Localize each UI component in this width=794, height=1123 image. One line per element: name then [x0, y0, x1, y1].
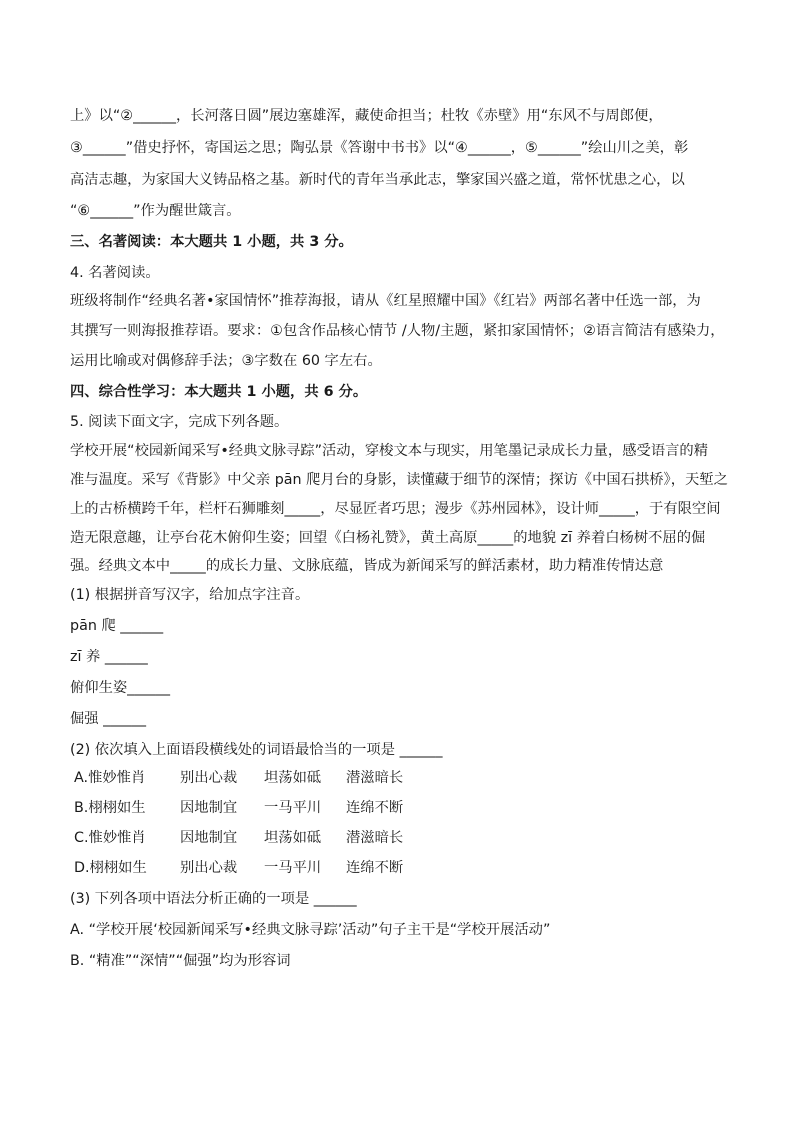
- sub3-title: (3) 下列各项中语法分析正确的一项是 ______: [70, 891, 357, 907]
- section4-heading: 四、综合性学习：本大题共 1 小题，共 6 分。: [70, 384, 368, 400]
- section3-heading: 三、名著阅读：本大题共 1 小题，共 3 分。: [70, 234, 353, 250]
- q5-passage-line-3: 上的古桥横跨千年，栏杆石狮雕刻_____，尽显匠者巧思；漫步《苏州园林》，设计师_____，于有限空间: [70, 501, 721, 517]
- sub1-item-pan: pān 爬 ______: [70, 618, 164, 634]
- sub2-option-b: B.栩栩如生 因地制宜 一马平川 连绵不断: [74, 800, 404, 816]
- q4-body-line-2: 其撰写一则海报推荐语。要求：①包含作品核心情节 /人物/主题，紧扣家国情怀；②语言简洁有感染力，: [70, 323, 725, 339]
- sub3-option-a: A. “学校开展‘校园新闻采写•经典文脉寻踪’活动”句子主干是“学校开展活动”: [70, 922, 551, 938]
- sub2-option-a: A.惟妙惟肖 别出心裁 坦荡如砥 潜滋暗长: [74, 770, 404, 786]
- q4-title: 4. 名著阅读。: [70, 265, 160, 281]
- passage1-line-1: 上》以“②______，长河落日圆”展边塞雄浑，藏使命担当；杜牧《赤壁》用“东风不与周郎便，: [70, 108, 663, 124]
- passage1-line-3: 高洁志趣，为家国大义铸品格之基。新时代的青年当承此志，擎家国兴盛之道，常怀忧患之心，以: [70, 172, 685, 188]
- q4-body-line-3: 运用比喻或对偶修辞手法；③字数在 60 字左右。: [70, 353, 382, 369]
- q5-passage-line-4: 造无限意趣，让亭台花木俯仰生姿；回望《白杨礼赞》，黄土高原_____的地貌 zī 养着白杨树不屈的倔: [70, 530, 706, 546]
- passage1-line-4: “⑥______”作为醒世箴言。: [70, 203, 241, 219]
- sub2-option-c: C.惟妙惟肖 因地制宜 坦荡如砥 潜滋暗长: [74, 830, 404, 846]
- sub1-item-juejiang: 倔强 ______: [70, 711, 147, 727]
- q5-passage-line-2: 准与温度。采写《背影》中父亲 pān 爬月台的身影，读懂藏于细节的深情；探访《中国石拱桥》，天堑之: [70, 472, 728, 488]
- q5-passage-line-5: 强。经典文本中_____的成长力量、文脉底蕴，皆成为新闻采写的鲜活素材，助力精准传情达意: [70, 558, 664, 574]
- sub3-option-b: B. “精准”“深情”“倔强”均为形容词: [70, 953, 291, 969]
- sub1-title: (1) 根据拼音写汉字，给加点字注音。: [70, 587, 310, 603]
- q5-title: 5. 阅读下面文字，完成下列各题。: [70, 414, 289, 430]
- sub1-item-zi: zī 养 ______: [70, 649, 148, 665]
- passage1-line-2: ③______”借史抒怀，寄国运之思；陶弘景《答谢中书书》以“④______，⑤______”绘山川之美，彰: [70, 140, 689, 156]
- q4-body-line-1: 班级将制作“经典名著•家国情怀”推荐海报，请从《红星照耀中国》《红岩》两部名著中任选一部，为: [70, 293, 701, 309]
- sub2-title: (2) 依次填入上面语段横线处的词语最恰当的一项是 ______: [70, 742, 443, 758]
- sub2-option-d: D.栩栩如生 别出心裁 一马平川 连绵不断: [74, 860, 404, 876]
- sub1-item-fuyang: 俯仰生姿______: [70, 680, 171, 696]
- q5-passage-line-1: 学校开展“校园新闻采写•经典文脉寻踪”活动，穿梭文本与现实，用笔墨记录成长力量，感受语言的精: [70, 443, 709, 459]
